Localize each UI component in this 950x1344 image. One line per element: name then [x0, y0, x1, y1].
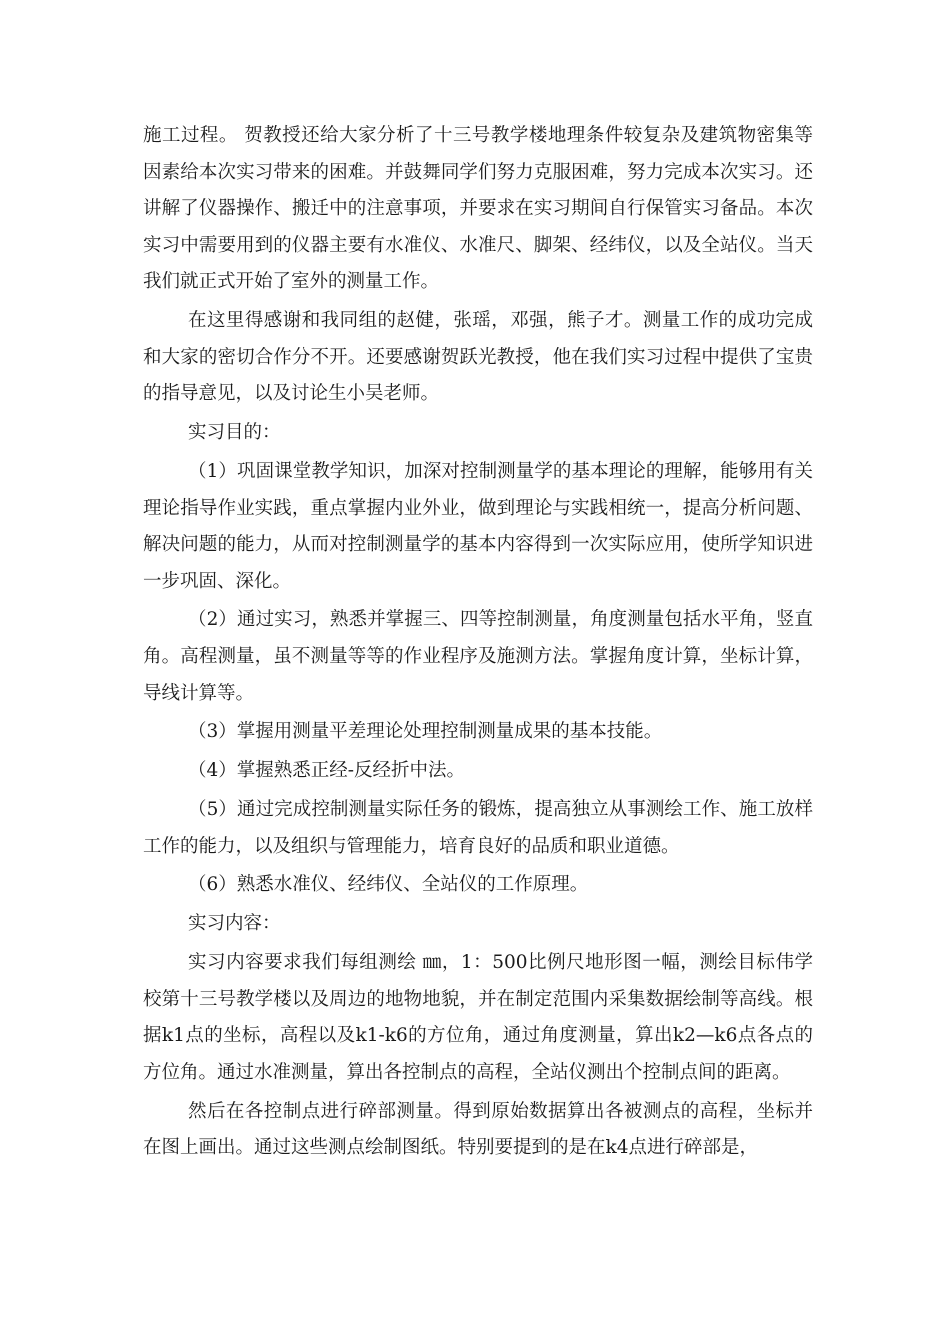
purpose-item-6: （6）熟悉水准仪、经纬仪、全站仪的工作原理。: [188, 874, 589, 896]
purpose-item-3: （3）掌握用测量平差理论处理控制测量成果的基本技能。: [188, 721, 663, 743]
paragraph-detail-survey: 然后在各控制点进行碎部测量。得到原始数据算出各被测点的高程，坐标并在图上画出。通过这些测点绘制图纸。特别要提到的是在k4点进行碎部是，: [143, 1100, 813, 1159]
paragraph-construction-process: 施工过程。 贺教授还给大家分析了十三号教学楼地理条件较复杂及建筑物密集等因素给本次实习带来的困难。并鼓舞同学们努力克服困难，努力完成本次实习。还讲解了仪器操作、搬迁中的注意事项，并要求在实习期间自行保管实习备品。本次实习中需要用到的仪器主要有水准仪、水准尺、脚架、经纬仪，以及全站仪。当天我们就正式开始了室外的测量工作。: [143, 125, 813, 293]
paragraph-acknowledgements: 在这里得感谢和我同组的赵健，张瑶，邓强，熊子才。测量工作的成功完成和大家的密切合作分不开。还要感谢贺跃光教授，他在我们实习过程中提供了宝贵的指导意见，以及讨论生小吴老师。: [143, 310, 813, 405]
heading-internship-content: 实习内容：: [188, 913, 281, 935]
paragraph-content-requirements: 实习内容要求我们每组测绘 ㎜，1：500比例尺地形图一幅，测绘目标伟学校第十三号教学楼以及周边的地物地貌，并在制定范围内采集数据绘制等高线。根据k1点的坐标，高程以及k1-k6的方位角，通过角度测量，算出k2—k6点各点的方位角。通过水准测量，算出各控制点的高程，全站仪测出个控制点间的距离。: [143, 951, 813, 1083]
purpose-item-2: （2）通过实习，熟悉并掌握三、四等控制测量，角度测量包括水平角，竖直角。高程测量，虽不测量等等的作业程序及施测方法。掌握角度计算，坐标计算，导线计算等。: [143, 609, 813, 704]
heading-internship-purpose: 实习目的：: [188, 422, 281, 444]
document-body: [143, 118, 813, 1169]
purpose-item-5: （5）通过完成控制测量实际任务的锻炼，提高独立从事测绘工作、施工放样工作的能力，以及组织与管理能力，培育良好的品质和职业道德。: [143, 799, 813, 857]
purpose-item-1: （1）巩固课堂教学知识，加深对控制测量学的基本理论的理解，能够用有关理论指导作业实践，重点掌握内业外业，做到理论与实践相统一，提高分析问题、解决问题的能力，从而对控制测量学的基本内容得到一次实际应用，使所学知识进一步巩固、深化。: [143, 460, 813, 592]
purpose-item-4: （4）掌握熟悉正经-反经折中法。: [188, 760, 466, 782]
